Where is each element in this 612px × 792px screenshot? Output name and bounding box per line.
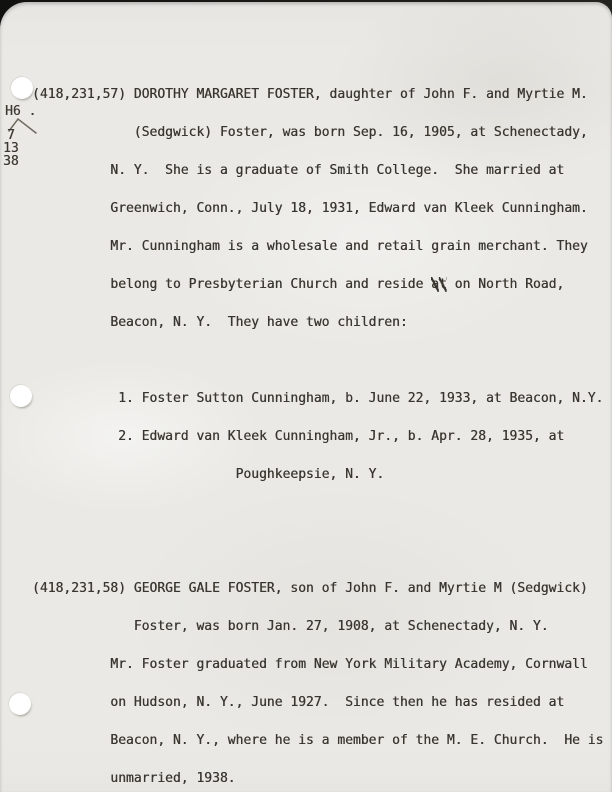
- typed-line: unmarried, 1938.: [32, 770, 236, 786]
- record-id-58-line: (418,231,58) GEORGE GALE FOSTER, son of John F. and Myrtie M (Sedgwick): [32, 580, 588, 596]
- typed-line: (Sedgwick) Foster, was born Sep. 16, 1905, at Schenectady,: [32, 125, 588, 141]
- child-list-item-2: 2. Edward van Kleek Cunningham, Jr., b. Apr. 28, 1935, at: [32, 429, 565, 445]
- typed-line-with-correction: [32, 279, 603, 292]
- typed-line: Greenwich, Conn., July 18, 1931, Edward van Kleek Cunningham.: [32, 201, 588, 217]
- typed-line: Foster, was born Jan. 27, 1908, at Schenectady, N. Y.: [32, 618, 549, 634]
- typed-line: Mr. Foster graduated from New York Military Academy, Cornwall: [32, 656, 588, 672]
- margin-note-7: 7: [7, 128, 15, 143]
- typed-document-body: [32, 64, 603, 792]
- blank-line: [32, 545, 603, 558]
- blank-line: [32, 507, 603, 520]
- typed-line: Poughkeepsie, N. Y.: [32, 466, 385, 482]
- record-id-57-line: (418,231,57) DOROTHY MARGARET FOSTER, daughter of John F. and Myrtie M.: [32, 87, 588, 103]
- blank-line: [32, 355, 603, 368]
- punch-hole-bottom: [9, 693, 31, 715]
- margin-note-h6: H6 .: [5, 104, 37, 119]
- punch-hole-top: [11, 77, 33, 99]
- scanned-page: [0, 2, 612, 792]
- typed-line-segment: on North Road,: [446, 277, 565, 293]
- typed-line: N. Y. She is a graduate of Smith College. She married at: [32, 163, 565, 179]
- margin-note-38: 38: [3, 154, 19, 169]
- typed-line-segment: belong to Presbyterian Church and reside: [32, 277, 432, 293]
- child-list-item-1: 1. Foster Sutton Cunningham, b. June 22, 1933, at Beacon, N.Y.: [32, 391, 604, 407]
- struck-out-word: at: [431, 277, 447, 293]
- typed-line: Beacon, N. Y. They have two children:: [32, 315, 408, 331]
- typed-line: Mr. Cunningham is a wholesale and retail grain merchant. They: [32, 239, 588, 255]
- typed-line: Beacon, N. Y., where he is a member of the M. E. Church. He is: [32, 732, 604, 748]
- punch-hole-middle: [10, 385, 32, 407]
- typed-line: on Hudson, N. Y., June 1927. Since then he has resided at: [32, 694, 565, 710]
- margin-note-13: 13: [3, 141, 19, 156]
